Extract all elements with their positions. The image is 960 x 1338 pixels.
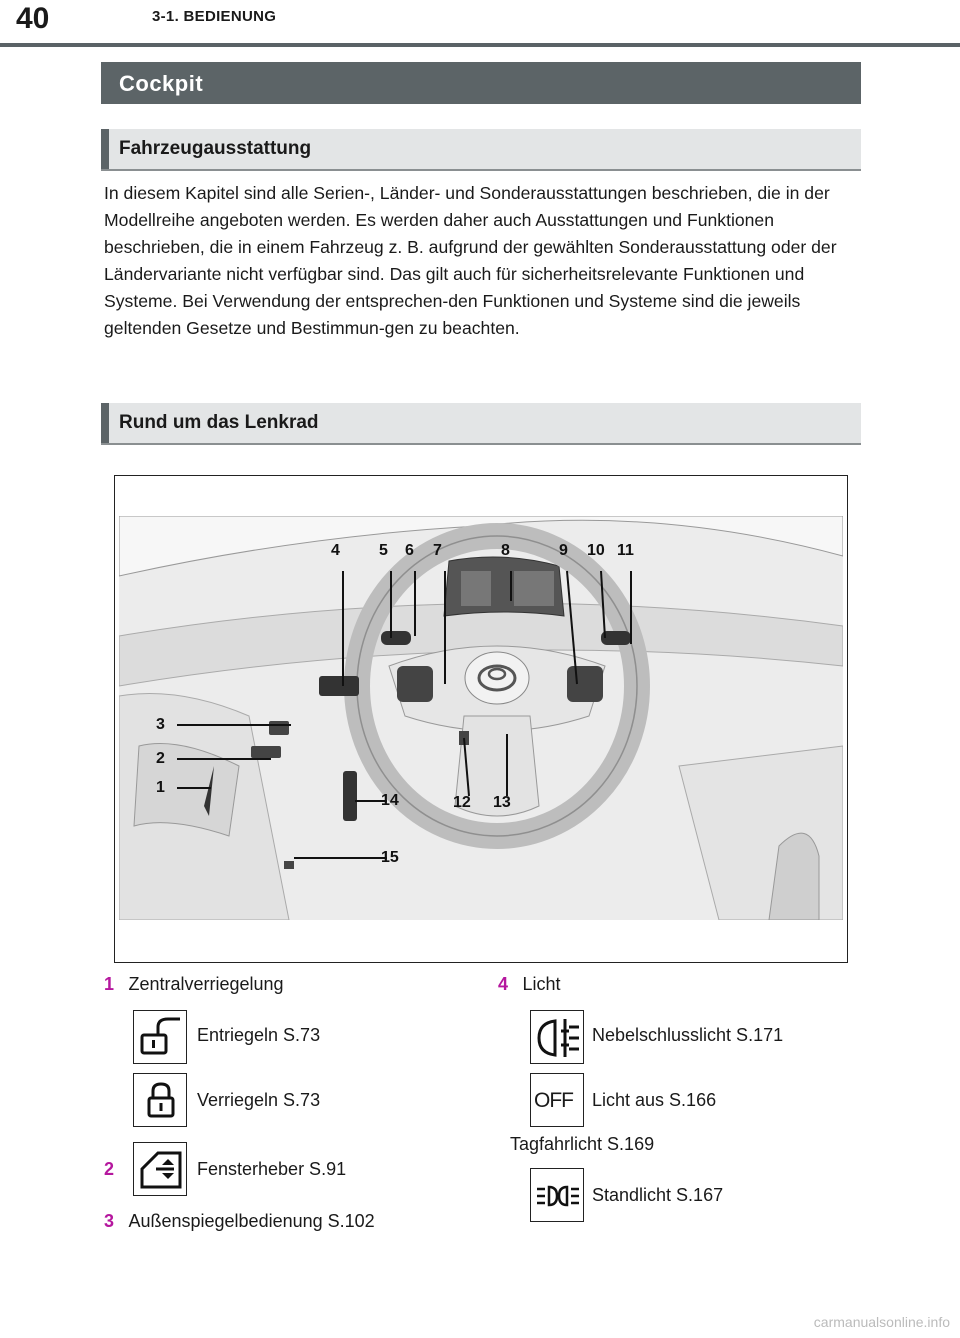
lock-text: Verriegeln S.73 xyxy=(197,1090,321,1110)
item-number-3: 3 xyxy=(104,1211,115,1231)
lights-off-text: Licht aus S.166 xyxy=(592,1090,717,1110)
subsection-heading-2: Rund um das Lenkrad xyxy=(119,412,319,433)
section-title-bar xyxy=(101,62,861,104)
callout-10: 10 xyxy=(587,542,605,559)
callout-6: 6 xyxy=(405,542,414,559)
daytime-light-text: Tagfahrlicht S.169 xyxy=(510,1134,655,1154)
unlock-icon xyxy=(133,1010,187,1064)
rear-fog-light-icon xyxy=(530,1010,584,1064)
callout-8: 8 xyxy=(501,542,510,559)
subsection-heading-bar xyxy=(101,129,861,171)
window-lift-text: Fensterheber S.91 xyxy=(197,1159,347,1179)
window-lift-icon xyxy=(133,1142,187,1196)
lights-off-icon-text: OFF xyxy=(534,1089,573,1112)
item-number-1: 1 xyxy=(104,974,115,994)
intro-paragraph: In diesem Kapitel sind alle Serien-, Länder- und Sonderausstattungen beschrieben, die in der Modellreihe angeboten werden. Es werden daher auch Ausstattungen und Funktionen beschrieben, die in einem Fahrzeug z. B. aufgrund der gewählten Sonderausstattung oder der Ländervariante nicht verfügbar sind. Das gilt auch für sicherheitsrelevante Funktionen und Systeme. Bei Verwendung der entsprechen-den Funktionen und Systeme sind die jeweils geltenden Gesetze und Bestimmun-gen zu beachten. xyxy=(104,183,837,338)
list-item-4 xyxy=(498,974,561,995)
lock-icon xyxy=(133,1073,187,1127)
callout-3: 3 xyxy=(156,716,165,733)
watermark: carmanualsonline.info xyxy=(813,1314,950,1330)
header-rule xyxy=(0,43,960,47)
callout-11: 11 xyxy=(617,542,634,559)
callout-1: 1 xyxy=(156,779,165,796)
list-item-3 xyxy=(104,1211,375,1232)
callout-13: 13 xyxy=(493,794,511,811)
callout-2: 2 xyxy=(156,750,165,767)
section-title: Cockpit xyxy=(119,71,204,96)
item-number-2: 2 xyxy=(104,1159,115,1179)
callout-7: 7 xyxy=(433,542,442,559)
list-item-2 xyxy=(104,1159,114,1180)
callout-14: 14 xyxy=(381,792,399,809)
item-number-4: 4 xyxy=(498,974,509,994)
callout-12: 12 xyxy=(453,794,471,811)
callout-4: 4 xyxy=(331,542,340,559)
subsection-heading: Fahrzeugausstattung xyxy=(119,138,312,159)
lights-off-icon xyxy=(530,1073,584,1127)
parking-light-text: Standlicht S.167 xyxy=(592,1185,724,1205)
callout-15: 15 xyxy=(381,849,399,866)
rear-fog-light-text: Nebelschlusslicht S.171 xyxy=(592,1025,784,1045)
unlock-text: Entriegeln S.73 xyxy=(197,1025,321,1045)
cockpit-illustration xyxy=(119,516,843,920)
parking-light-icon xyxy=(530,1168,584,1222)
subsection-heading-bar-2 xyxy=(101,403,861,445)
item-label-1: Zentralverriegelung xyxy=(128,974,284,994)
callout-9: 9 xyxy=(559,542,568,559)
item-label-4: Licht xyxy=(522,974,561,994)
callout-5: 5 xyxy=(379,542,388,559)
cockpit-figure xyxy=(114,475,848,963)
item-label-3: Außenspiegelbedienung S.102 xyxy=(128,1211,375,1231)
page-number: 40 xyxy=(16,2,50,35)
list-item-1 xyxy=(104,974,284,995)
chapter-title: 3-1. BEDIENUNG xyxy=(152,8,277,25)
